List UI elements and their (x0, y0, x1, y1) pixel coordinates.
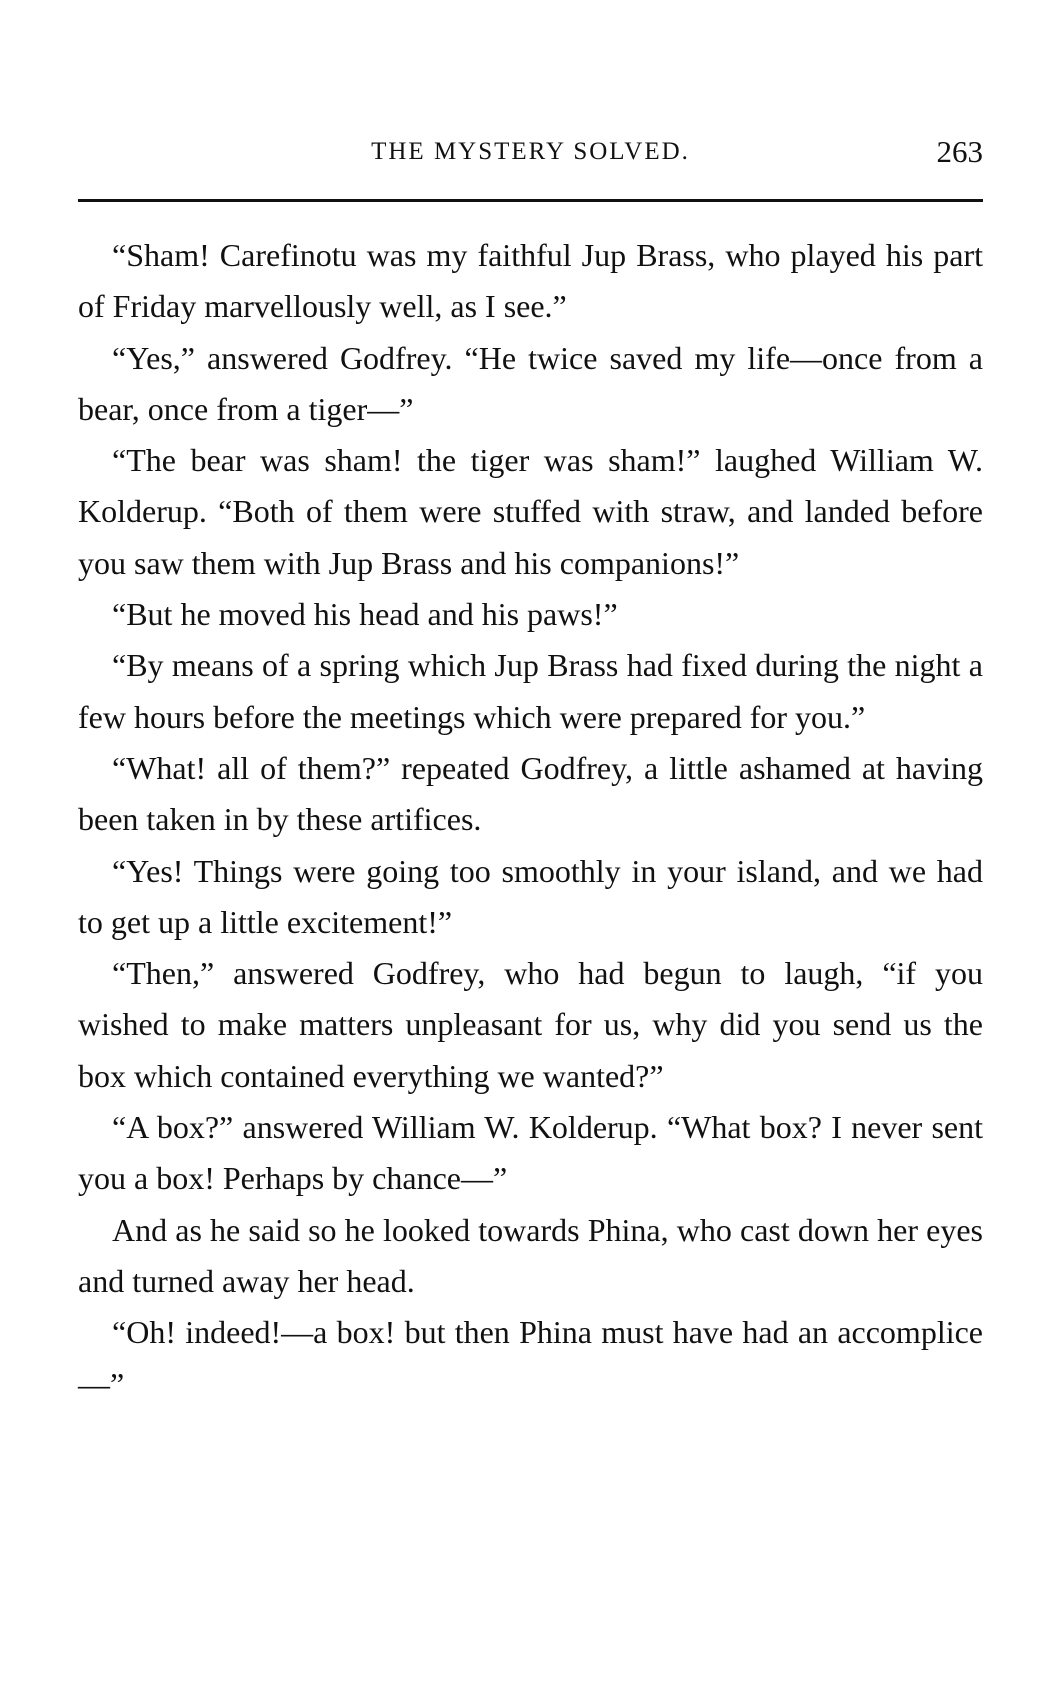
paragraph: “Oh! indeed!—a box! but then Phina must have had an accomplice—” (78, 1314, 983, 1402)
paragraph: “Yes! Things were going too smoothly in your island, and we had to get up a little excitement!” (78, 852, 983, 940)
paragraph: “Sham! Carefinotu was my faithful Jup Brass, who played his part of Friday marvellously well, as I see.” (78, 237, 983, 325)
paragraph: “But he moved his head and his paws!” (112, 596, 618, 633)
paragraph: And as he said so he looked towards Phina, who cast down her eyes and turned away her head. (78, 1211, 983, 1299)
paragraph: “The bear was sham! the tiger was sham!” laughed William W. Kolderup. “Both of them were stuffed with straw, and landed before you saw them with Jup Brass and his companions!” (78, 442, 983, 581)
header-rule (78, 199, 983, 202)
page-number: 263 (936, 134, 983, 169)
paragraph: “Yes,” answered Godfrey. “He twice saved my life—once from a bear, once from a tiger—” (78, 339, 983, 427)
paragraph: “What! all of them?” repeated Godfrey, a little ashamed at having been taken in by these artifices. (78, 749, 983, 838)
paragraph: “A box?” answered William W. Kolderup. “What box? I never sent you a box! Perhaps by chance—” (78, 1109, 983, 1197)
running-title: THE MYSTERY SOLVED. (371, 138, 690, 165)
running-head (78, 130, 983, 174)
paragraph: “By means of a spring which Jup Brass had fixed during the night a few hours before the meetings which were prepared for you.” (78, 647, 983, 735)
paragraph: “Then,” answered Godfrey, who had begun to laugh, “if you wished to make matters unpleasant for us, why did you send us the box which contained everything we wanted?” (78, 955, 983, 1094)
body-text (78, 230, 983, 1410)
